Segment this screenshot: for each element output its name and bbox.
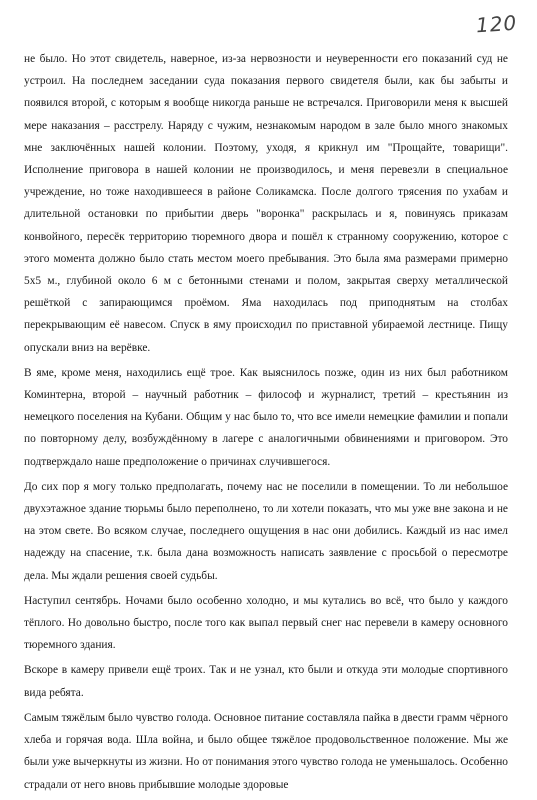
paragraph: Вскоре в камеру привели ещё троих. Так и не узнал, кто были и откуда эти молодые спортивного вида ребята. [24, 664, 508, 699]
page-number: 120 [475, 10, 518, 38]
paragraph: Самым тяжёлым было чувство голода. Основное питание составляла пайка в двести грамм чёрного хлеба и горячая вода. Шла война, и было общее тяжёлое продовольственное положение. Мы же были уже вычеркнуты из жизни. Но от понимания этого чувство голода не уменьшалось. Особенно страдали от него вновь прибывшие молодые здоровые [24, 711, 508, 791]
paragraph: не было. Но этот свидетель, наверное, из-за нервозности и неуверенности его показаний суд не устроил. На последнем заседании суда показания первого свидетеля были, как бы забыты и появился второй, с которым я вообще никогда раньше не встречался. Приговорили меня к высшей мере наказания – расстрелу. Наряду с чужим, незнакомым народом в зале было много знакомых мне заключённых нашей колонии. Поэтому, уходя, я крикнул им "Прощайте, товарищи". Исполнение приговора в нашей колонии не производилось, и меня перевезли в специальное учреждение, но тоже находившееся в районе Соликамска. После долгого тряcения по ухабам и длительной остановки по прибытии дверь "воронка" раскрылась и я, повинуясь приказам конвойного, пересёк территорию тюремного двора и пошёл к странному сооружению, которое с этого момента должно было стать местом моего пребывания. Это была яма размерами примерно 5х5 м., глубиной около 6 м с бетонными стенами и полом, закрытая сверху металлической решёткой с запирающимся проёмом. Яма находилась под приподнятым на столбах перекрывающим её навесом. Спуск в яму происходил по приставной убираемой лестнице. Пищу опускали вниз на верёвке. [24, 53, 508, 354]
body-text [24, 48, 508, 796]
paragraph: До сих пор я могу только предполагать, почему нас не поселили в помещении. То ли небольшое двухэтажное здание тюрьмы было переполнено, то ли хотели показать, что мы уже вне закона и не на этом свете. Во всяком случае, последнего ощущения в нас они добились. Каждый из нас имел надежду на спасение, т.к. была дана возможность написать заявление с просьбой о пересмотре дела. Мы ждали решения своей судьбы. [24, 480, 508, 582]
paragraph: В яме, кроме меня, находились ещё трое. Как выяснилось позже, один из них был работником Коминтерна, второй – научный работник – философ и журналист, третий – крестьянин из немецкого поселения на Кубани. Общим у нас было то, что все имели немецкие фамилии и попали по повторному делу, возбуждённому в лагере с аналогичными обвинениями и приговором. Это подтверждало наше предположение о причинах случившегося. [24, 366, 508, 468]
paragraph: Наступил сентябрь. Ночами было особенно холодно, и мы кутались во всё, что было у каждого тёплого. Но довольно быстро, после того как выпал первый снег нас перевели в камеру основного тюремного здания. [24, 594, 508, 652]
